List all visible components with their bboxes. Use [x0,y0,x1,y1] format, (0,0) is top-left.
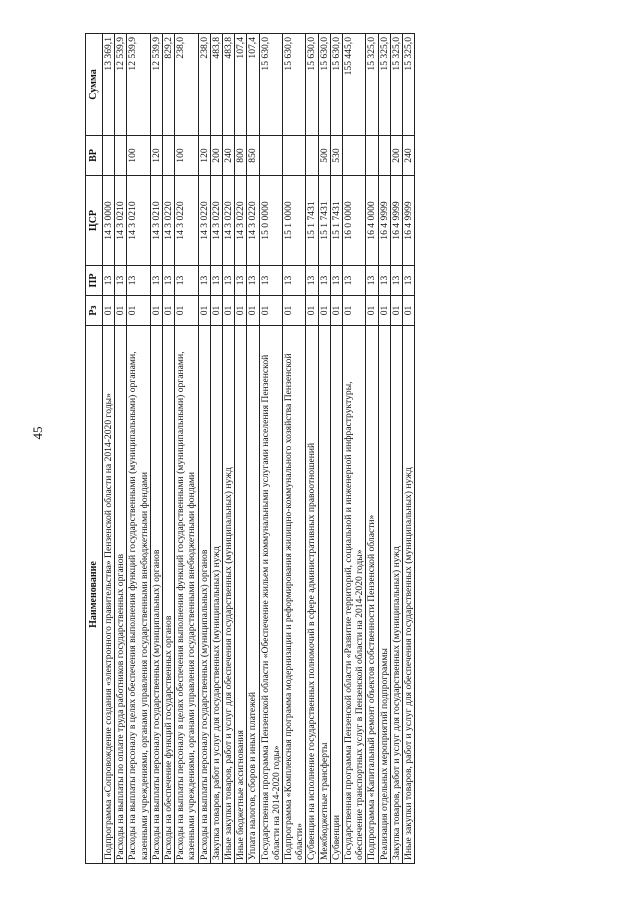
cell-vr [306,136,318,176]
table-row [103,34,115,864]
table-row [283,34,306,864]
cell-pr: 13 [223,266,235,296]
cell-sum: 15 630,0 [283,34,306,136]
cell-name: Субвенции на исполнение государственных полномочий в сфере административных правоотношений [306,326,318,864]
cell-name: Расходы на выплаты по оплате труда работников государственных органов [115,326,127,864]
cell-vr: 800 [235,136,247,176]
cell-sum: 483,8 [210,34,222,136]
cell-pr: 13 [390,266,402,296]
table-row [175,34,198,864]
cell-sum: 15 630,0 [318,34,330,136]
cell-rz: 01 [115,296,127,326]
cell-csr: 14 3 0220 [247,176,259,266]
cell-vr: 120 [150,136,162,176]
table-row [210,34,222,864]
cell-rz: 01 [247,296,259,326]
cell-rz: 01 [343,296,366,326]
cell-csr: 14 3 0220 [163,176,175,266]
cell-pr: 13 [330,266,342,296]
table-row [343,34,366,864]
table-row [318,34,330,864]
table-row [127,34,150,864]
cell-name: Государственная программа Пензенской области «Развитие территорий, социальной и инженерной инфраструктуры, обеспечение транспортных услуг в Пензенской области на 2014-2020 годы» [343,326,366,864]
cell-vr: 200 [390,136,402,176]
cell-name: Расходы на выплаты персоналу в целях обеспечения выполнения функций государственными (муниципальными) органами, казенными учреждениями, органами управления государственными внебюджетными фондами [175,326,198,864]
cell-rz: 01 [403,296,415,326]
page-number: 45 [30,426,45,440]
cell-rz: 01 [235,296,247,326]
table-row [235,34,247,864]
cell-vr [259,136,282,176]
cell-vr [163,136,175,176]
cell-sum: 483,8 [223,34,235,136]
cell-name: Межбюджетные трансферты [318,326,330,864]
cell-name: Подпрограмма «Сопровождение создания «электронного правительства» Пензенской области на 2014-2020 годы» [103,326,115,864]
cell-csr: 16 4 9999 [390,176,402,266]
cell-name: Подпрограмма «Капитальный ремонт объектов собственности Пензенской области» [366,326,378,864]
header-csr: ЦСР [86,176,103,266]
cell-vr [343,136,366,176]
cell-name: Расходы на выплаты персоналу государственных (муниципальных) органов [198,326,210,864]
cell-csr: 14 3 0210 [127,176,150,266]
cell-csr: 15 1 0000 [283,176,306,266]
header-rz: Рз [86,296,103,326]
cell-csr: 15 1 7431 [330,176,342,266]
cell-csr: 15 1 7431 [318,176,330,266]
cell-pr: 13 [283,266,306,296]
cell-sum: 15 325,0 [403,34,415,136]
table-row [223,34,235,864]
cell-sum: 15 630,0 [330,34,342,136]
cell-sum: 12 539,9 [115,34,127,136]
cell-name: Расходы на обеспечение функций государственных органов [163,326,175,864]
cell-csr: 15 0 0000 [259,176,282,266]
cell-name: Подпрограмма «Комплексная программа модернизации и реформирования жилищно-коммунального хозяйства Пензенской области» [283,326,306,864]
cell-pr: 13 [103,266,115,296]
cell-name: Иные закупки товаров, работ и услуг для обеспечения государственных (муниципальных) нужд [403,326,415,864]
cell-csr: 14 3 0220 [223,176,235,266]
table-body [103,34,415,864]
cell-name: Иные закупки товаров, работ и услуг для обеспечения государственных (муниципальных) нужд [223,326,235,864]
cell-pr: 13 [318,266,330,296]
cell-pr: 13 [259,266,282,296]
cell-vr [378,136,390,176]
table-row [403,34,415,864]
cell-pr: 13 [210,266,222,296]
table-row [378,34,390,864]
cell-name: Уплата налогов, сборов и иных платежей [247,326,259,864]
table-row [330,34,342,864]
table-row [366,34,378,864]
cell-pr: 13 [198,266,210,296]
cell-sum: 12 539,9 [127,34,150,136]
cell-vr [115,136,127,176]
cell-rz: 01 [150,296,162,326]
cell-vr: 120 [198,136,210,176]
cell-pr: 13 [175,266,198,296]
table-row [198,34,210,864]
cell-vr: 500 [318,136,330,176]
cell-sum: 107,4 [247,34,259,136]
table-row [150,34,162,864]
cell-name: Иные бюджетные ассигнования [235,326,247,864]
cell-rz: 01 [318,296,330,326]
cell-rz: 01 [330,296,342,326]
cell-sum: 15 325,0 [366,34,378,136]
cell-name: Расходы на выплаты персоналу в целях обеспечения выполнения функций государственными (муниципальными) органами, казенными учреждениями, органами управления государственными внебюджетными фондами [127,326,150,864]
cell-sum: 238,0 [198,34,210,136]
cell-csr: 14 3 0000 [103,176,115,266]
header-name: Наименование [86,326,103,864]
cell-sum: 155 445,0 [343,34,366,136]
cell-vr: 240 [403,136,415,176]
cell-vr [283,136,306,176]
cell-rz: 01 [306,296,318,326]
cell-csr: 15 1 7431 [306,176,318,266]
cell-name: Закупка товаров, работ и услуг для государственных (муниципальных) нужд [210,326,222,864]
cell-sum: 15 630,0 [306,34,318,136]
cell-rz: 01 [127,296,150,326]
header-pr: ПР [86,266,103,296]
cell-vr: 850 [247,136,259,176]
cell-pr: 13 [235,266,247,296]
cell-csr: 14 3 0220 [235,176,247,266]
cell-sum: 15 325,0 [378,34,390,136]
cell-sum: 238,0 [175,34,198,136]
cell-sum: 15 630,0 [259,34,282,136]
cell-pr: 13 [378,266,390,296]
cell-sum: 12 539,9 [150,34,162,136]
cell-vr: 530 [330,136,342,176]
table-row [259,34,282,864]
budget-table [85,33,415,864]
cell-pr: 13 [306,266,318,296]
cell-pr: 13 [403,266,415,296]
cell-sum: 15 325,0 [390,34,402,136]
cell-pr: 13 [343,266,366,296]
cell-rz: 01 [223,296,235,326]
cell-rz: 01 [103,296,115,326]
cell-sum: 107,4 [235,34,247,136]
cell-rz: 01 [210,296,222,326]
cell-pr: 13 [127,266,150,296]
cell-vr: 200 [210,136,222,176]
cell-vr: 100 [175,136,198,176]
cell-csr: 16 0 0000 [343,176,366,266]
cell-name: Субвенции [330,326,342,864]
cell-rz: 01 [378,296,390,326]
cell-pr: 13 [150,266,162,296]
cell-rz: 01 [175,296,198,326]
cell-rz: 01 [283,296,306,326]
table-row [390,34,402,864]
cell-csr: 14 3 0220 [175,176,198,266]
cell-rz: 01 [198,296,210,326]
cell-rz: 01 [163,296,175,326]
cell-csr: 14 3 0220 [198,176,210,266]
cell-pr: 13 [247,266,259,296]
cell-rz: 01 [259,296,282,326]
cell-rz: 01 [366,296,378,326]
cell-csr: 14 3 0220 [210,176,222,266]
table-row [306,34,318,864]
table-row [163,34,175,864]
cell-vr [366,136,378,176]
cell-pr: 13 [115,266,127,296]
header-sum: Сумма [86,34,103,136]
cell-csr: 16 4 9999 [403,176,415,266]
cell-pr: 13 [366,266,378,296]
cell-name: Реализация отдельных мероприятий подпрограммы [378,326,390,864]
cell-name: Закупка товаров, работ и услуг для государственных (муниципальных) нужд [390,326,402,864]
cell-sum: 13 369,1 [103,34,115,136]
cell-csr: 16 4 9999 [378,176,390,266]
cell-vr: 100 [127,136,150,176]
cell-name: Расходы на выплаты персоналу государственных (муниципальных) органов [150,326,162,864]
cell-rz: 01 [390,296,402,326]
table-row [115,34,127,864]
header-vr: ВР [86,136,103,176]
cell-name: Государственная программа Пензенской области «Обеспечение жильем и коммунальными услугами населения Пензенской области на 2014-2020 годы» [259,326,282,864]
cell-csr: 14 3 0210 [150,176,162,266]
table-header-row [86,34,103,864]
cell-sum: 829,2 [163,34,175,136]
cell-vr [103,136,115,176]
cell-csr: 16 4 0000 [366,176,378,266]
cell-vr: 240 [223,136,235,176]
rotated-page-content [85,34,555,864]
cell-csr: 14 3 0210 [115,176,127,266]
table-row [247,34,259,864]
cell-pr: 13 [163,266,175,296]
